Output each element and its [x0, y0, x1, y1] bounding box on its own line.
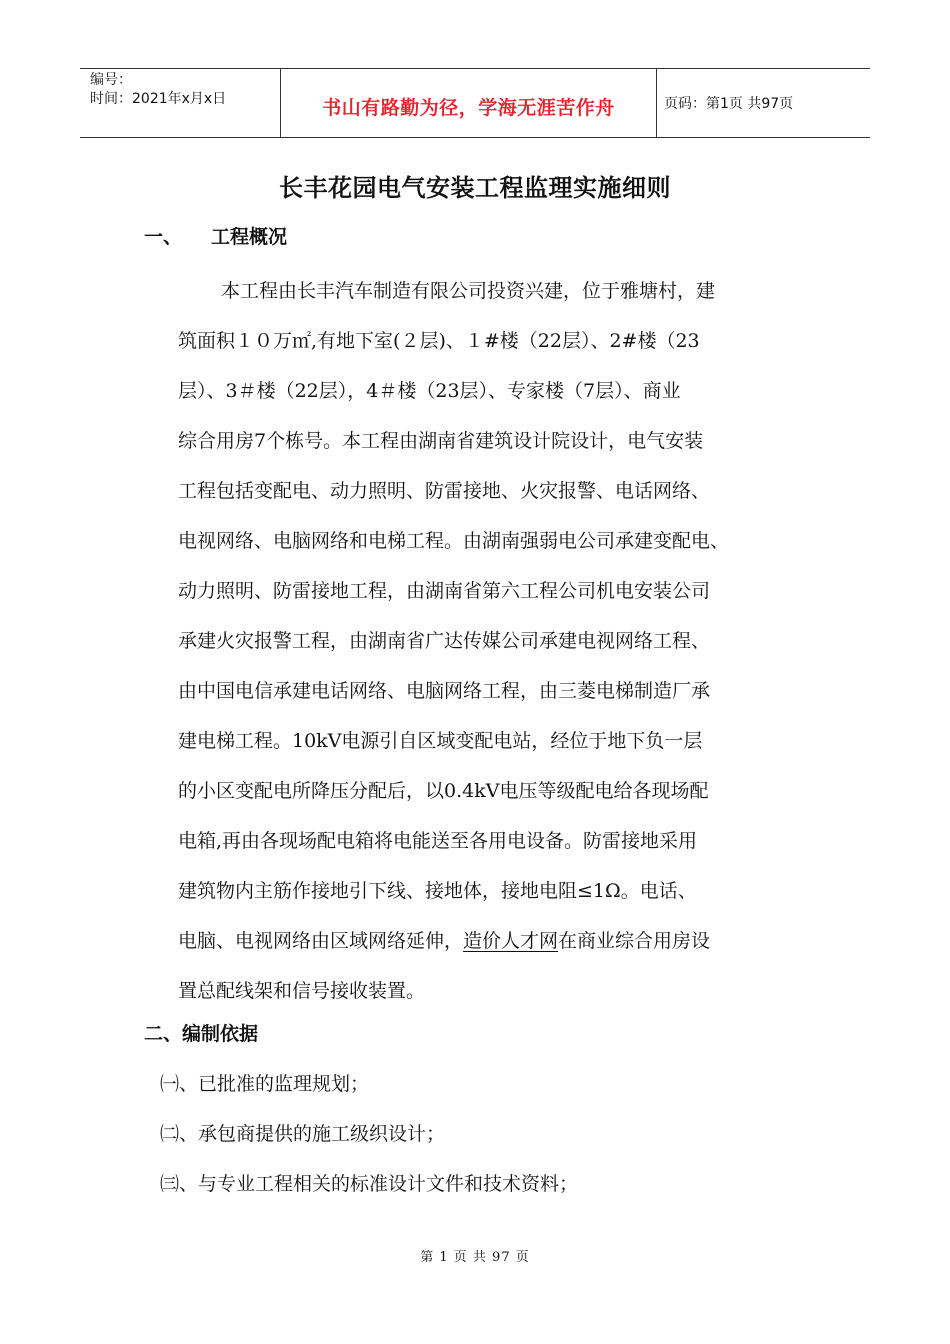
paragraph-line: 动力照明、防雷接地工程，由湖南省第六工程公司机电安装公司: [178, 580, 711, 602]
link-line-suffix: 在商业综合用房设: [558, 930, 711, 952]
link-line-prefix: 电脑、电视网络由区域网络延伸，: [178, 930, 464, 952]
paragraph-line: 本工程由长丰汽车制造有限公司投资兴建，位于雅塘村，建: [221, 280, 716, 302]
basis-list-item: ㈢、与专业工程相关的标准设计文件和技术资料；: [160, 1173, 579, 1195]
document-time-label: 时间：2021年x月x日: [90, 91, 227, 107]
paragraph-line: 建电梯工程。10kV电源引自区域变配电站，经位于地下负一层: [178, 730, 703, 752]
document-number-label: 编号：: [90, 72, 132, 88]
header-page-info-cell: [657, 69, 870, 137]
basis-list-item: ㈡、承包商提供的施工级织设计；: [160, 1123, 446, 1145]
page-header: [80, 68, 870, 138]
paragraph-line: 的小区变配电所降压分配后，以0.4kV电压等级配电给各现场配: [178, 780, 709, 802]
paragraph-line: 置总配线架和信号接收装置。: [178, 980, 426, 1002]
paragraph-line: 层）、3＃楼（22层），4＃楼（23层）、专家楼（7层）、商业: [178, 380, 681, 402]
paragraph-line: 由中国电信承建电话网络、电脑网络工程，由三菱电梯制造厂承: [178, 680, 711, 702]
paragraph-line: 建筑物内主筋作接地引下线、接地体，接地电阻≤1Ω。电话、: [178, 880, 697, 902]
paragraph-line: 综合用房7个栋号。本工程由湖南省建筑设计院设计，电气安装: [178, 430, 704, 452]
page-footer: 第 1 页 共 97 页: [420, 1250, 530, 1265]
basis-list-item: ㈠、已批准的监理规划；: [160, 1073, 370, 1095]
header-page-info: 页码：第1页 共97页: [664, 96, 794, 112]
header-slogan: 书山有路勤为径，学海无涯苦作舟: [322, 96, 615, 119]
paragraph-line: 电视网络、电脑网络和电梯工程。由湖南强弱电公司承建变配电、: [178, 530, 730, 552]
paragraph-line-with-link: [178, 916, 828, 966]
header-slogan-cell: [281, 69, 657, 137]
project-overview-paragraph: [178, 266, 828, 1016]
header-meta-cell: [80, 69, 281, 137]
document-title: 长丰花园电气安装工程监理实施细则: [279, 174, 671, 202]
section-1-heading: 工程概况: [211, 226, 288, 248]
paragraph-line: 工程包括变配电、动力照明、防雷接地、火灾报警、电话网络、: [178, 480, 711, 502]
paragraph-line: 筑面积１０万㎡,有地下室(２层)、１#楼（22层）、2#楼（23: [178, 330, 700, 352]
section-2-heading: 二、编制依据: [144, 1023, 259, 1045]
section-1-number: 一、: [144, 226, 183, 248]
cost-talent-link[interactable]: 造价人才网: [463, 930, 559, 952]
paragraph-line: 承建火灾报警工程，由湖南省广达传媒公司承建电视网络工程、: [178, 630, 711, 652]
paragraph-line: 电箱,再由各现场配电箱将电能送至各用电设备。防雷接地采用: [178, 830, 698, 852]
